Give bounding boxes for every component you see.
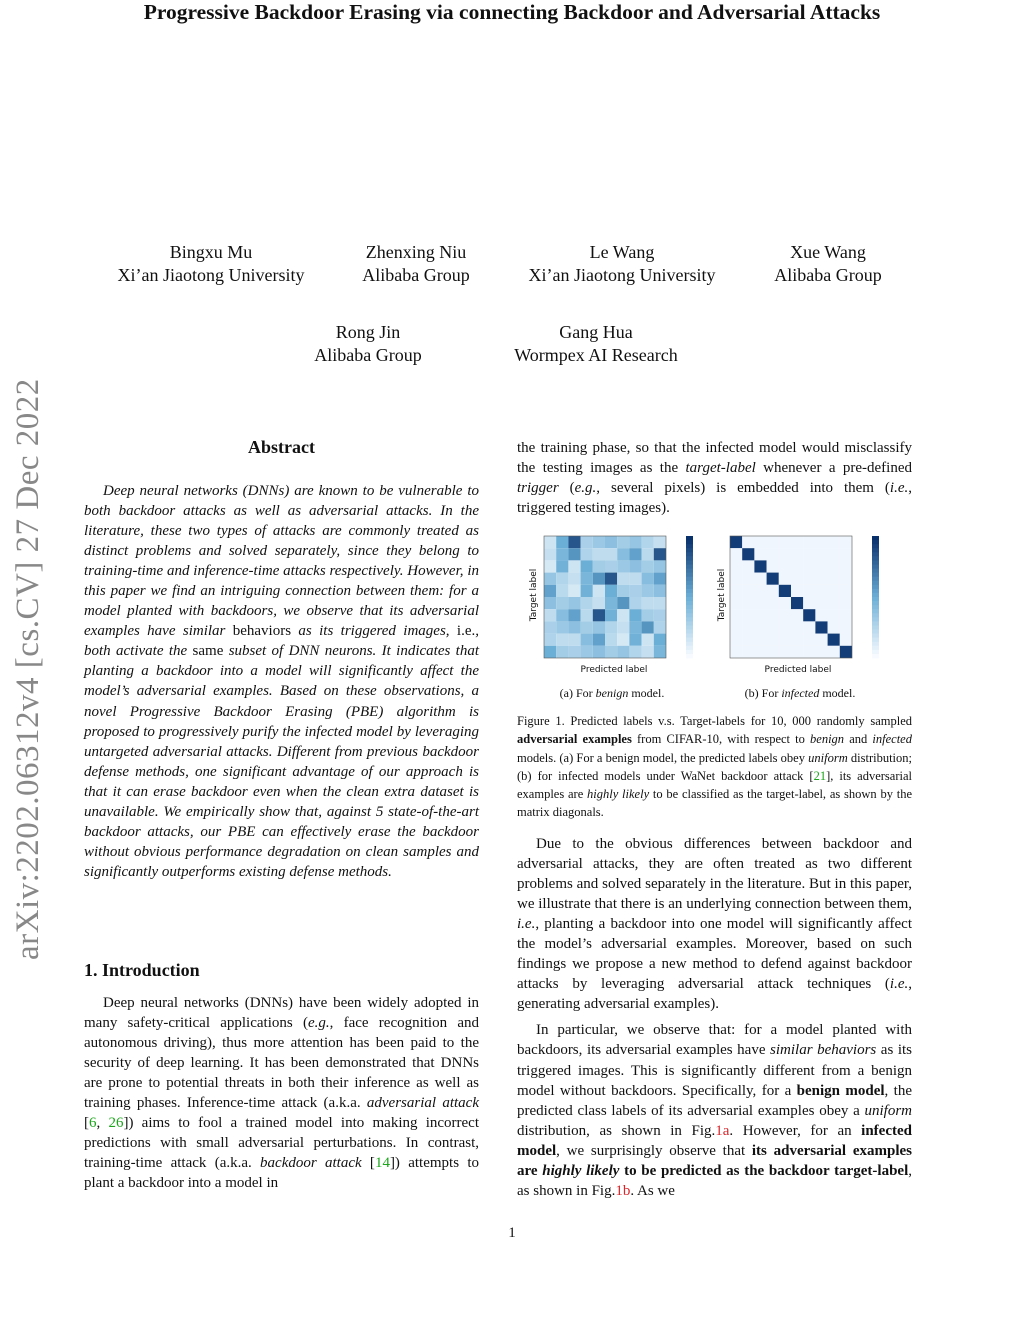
heatmap-cell <box>803 609 815 621</box>
colorbar-segment <box>686 593 693 598</box>
heatmap-cell <box>754 646 766 658</box>
author-name: Rong Jin <box>335 322 401 342</box>
colorbar-segment <box>872 605 879 610</box>
page-number: 1 <box>508 1225 516 1241</box>
heatmap-cell <box>803 585 815 597</box>
author-5 <box>288 321 448 367</box>
colorbar-segment <box>686 556 693 561</box>
colorbar-segment <box>686 613 693 618</box>
colorbar-segment <box>872 577 879 582</box>
colorbar-segment <box>872 613 879 618</box>
colorbar-segment <box>872 642 879 647</box>
heatmap-cell <box>605 560 617 572</box>
heatmap-cell <box>828 646 840 658</box>
heatmap-cell <box>767 621 779 633</box>
heatmap-cell <box>742 560 754 572</box>
heatmap-cell <box>828 560 840 572</box>
x-axis-label: Predicted label <box>580 665 648 675</box>
heatmap-cell <box>593 634 605 646</box>
heatmap-cell <box>840 609 852 621</box>
colorbar-segment <box>872 569 879 574</box>
heatmap-cell <box>803 646 815 658</box>
heatmap-cell <box>593 585 605 597</box>
y-axis-label: Target label <box>717 568 727 622</box>
author-affiliation: Alibaba Group <box>774 265 882 285</box>
heatmap-cell <box>730 585 742 597</box>
heatmap-cell <box>754 585 766 597</box>
colorbar-segment <box>686 621 693 626</box>
heatmap-cell <box>568 609 580 621</box>
heatmap-cell <box>581 536 593 548</box>
colorbar-segment <box>872 601 879 606</box>
heatmap-cell <box>754 573 766 585</box>
colorbar-segment <box>686 552 693 557</box>
heatmap-cell <box>803 597 815 609</box>
colorbar-segment <box>872 630 879 635</box>
heatmap-cell <box>544 585 556 597</box>
heatmap-cell <box>654 573 666 585</box>
heatmap-cell <box>568 536 580 548</box>
heatmap-cell <box>840 585 852 597</box>
heatmap-cell <box>629 560 641 572</box>
heatmap-cell <box>779 597 791 609</box>
heatmap-cell <box>815 609 827 621</box>
heatmap-cell <box>742 573 754 585</box>
heatmap-cell <box>779 634 791 646</box>
heatmap-cell <box>568 585 580 597</box>
paper-title: Progressive Backdoor Erasing via connecting Backdoor and Adversarial Attacks <box>143 0 881 24</box>
y-axis-label: Target label <box>529 568 539 622</box>
author-name: Gang Hua <box>559 322 633 342</box>
right-paragraph-0: the training phase, so that the infected model would misclassify the testing images as the target-label whenever a pre-defined trigger (e.g., several pixels) is embedded into them (i.e., triggered testing images). <box>517 440 912 517</box>
colorbar-segment <box>686 609 693 614</box>
colorbar-segment <box>686 577 693 582</box>
heatmap-cell <box>605 609 617 621</box>
heatmap-cell <box>742 597 754 609</box>
heatmap-cell <box>742 548 754 560</box>
heatmap-cell <box>642 573 654 585</box>
heatmap-cell <box>767 548 779 560</box>
heatmap-cell <box>840 646 852 658</box>
heatmap-cell <box>617 597 629 609</box>
heatmap-cell <box>617 634 629 646</box>
heatmap-cell <box>556 585 568 597</box>
colorbar-segment <box>872 638 879 643</box>
heatmap-cell <box>654 560 666 572</box>
heatmap-cell <box>803 548 815 560</box>
subcaption-a: (a) For benign model. <box>559 686 665 700</box>
heatmap-cell <box>742 621 754 633</box>
heatmap-cell <box>568 646 580 658</box>
heatmap-benign <box>522 530 712 675</box>
heatmap-cell <box>556 560 568 572</box>
heatmap-cell <box>791 548 803 560</box>
colorbar-segment <box>686 585 693 590</box>
heatmap-cell <box>791 646 803 658</box>
heatmap-cell <box>629 597 641 609</box>
heatmap-cell <box>767 634 779 646</box>
heatmap-cell <box>654 609 666 621</box>
heatmap-cell <box>791 621 803 633</box>
heatmap-cell <box>742 609 754 621</box>
heatmap-cell <box>642 621 654 633</box>
heatmap-cell <box>605 621 617 633</box>
colorbar-segment <box>872 544 879 549</box>
colorbar-segment <box>686 650 693 655</box>
heatmap-cell <box>767 609 779 621</box>
heatmap-cell <box>581 560 593 572</box>
colorbar-segment <box>872 654 879 659</box>
heatmap-cell <box>544 597 556 609</box>
author-name: Zhenxing Niu <box>365 242 467 262</box>
colorbar-segment <box>872 560 879 565</box>
heatmap-cell <box>642 585 654 597</box>
heatmap-cell <box>730 548 742 560</box>
heatmap-cell <box>544 560 556 572</box>
heatmap-cell <box>779 621 791 633</box>
heatmap-cell <box>730 536 742 548</box>
heatmap-cell <box>815 621 827 633</box>
heatmap-cell <box>556 609 568 621</box>
heatmap-cell <box>779 548 791 560</box>
heatmap-cell <box>742 646 754 658</box>
heatmap-cell <box>593 646 605 658</box>
heatmap-cell <box>568 621 580 633</box>
heatmap-cell <box>803 573 815 585</box>
author-affiliation: Xi’an Jiaotong University <box>117 265 305 285</box>
heatmap-cell <box>840 560 852 572</box>
colorbar-segment <box>872 573 879 578</box>
author-4 <box>748 241 908 287</box>
heatmap-cell <box>654 536 666 548</box>
heatmap-cell <box>581 646 593 658</box>
heatmap-cell <box>617 573 629 585</box>
heatmap-cell <box>568 560 580 572</box>
arxiv-identifier: arXiv:2202.06312v4 [cs.CV] 27 Dec 2022 <box>10 378 46 960</box>
heatmap-cell <box>605 536 617 548</box>
heatmap-cell <box>779 536 791 548</box>
colorbar-segment <box>872 621 879 626</box>
author-name: Xue Wang <box>790 242 866 262</box>
colorbar-segment <box>686 560 693 565</box>
colorbar-segment <box>872 540 879 545</box>
colorbar-segment <box>872 585 879 590</box>
heatmap-cell <box>730 560 742 572</box>
heatmap-cell <box>654 646 666 658</box>
heatmap-cell <box>654 621 666 633</box>
intro-heading: 1. Introduction <box>84 960 200 980</box>
intro-paragraph-1: Deep neural networks (DNNs) have been widely adopted in many safety-critical applications (e.g., face recognition and autonomous driving), thus more attention has been paid to the security of deep learning. It has been demonstrated that DNNs are prone to potential threats in both their inference as well as training phases. Inference-time attack (a.k.a. adversarial attack [6, 26]) aims to fool a trained model into making incorrect predictions with small adversarial perturbations. In contrast, training-time attack (a.k.a. backdoor attack [14]) attempts to plant a backdoor into a model in <box>84 995 479 1192</box>
colorbar-segment <box>686 597 693 602</box>
abstract-heading: Abstract <box>248 437 315 457</box>
heatmap-cell <box>544 621 556 633</box>
colorbar-segment <box>872 634 879 639</box>
heatmap-cell <box>593 609 605 621</box>
heatmap-cell <box>629 634 641 646</box>
heatmap-cell <box>617 621 629 633</box>
colorbar-segment <box>686 581 693 586</box>
heatmap-cell <box>568 634 580 646</box>
heatmap-cell <box>629 536 641 548</box>
heatmap-cell <box>642 548 654 560</box>
colorbar-segment <box>686 536 693 541</box>
heatmap-cell <box>828 536 840 548</box>
heatmap-cell <box>828 585 840 597</box>
heatmap-cell <box>803 536 815 548</box>
heatmap-cell <box>815 597 827 609</box>
author-affiliation: Alibaba Group <box>362 265 470 285</box>
heatmap-cell <box>815 548 827 560</box>
x-axis-label: Predicted label <box>764 665 832 675</box>
figure-1a <box>522 530 712 675</box>
heatmap-cell <box>654 597 666 609</box>
heatmap-cell <box>730 573 742 585</box>
heatmap-cell <box>840 573 852 585</box>
heatmap-cell <box>791 560 803 572</box>
heatmap-cell <box>742 585 754 597</box>
colorbar-segment <box>872 597 879 602</box>
colorbar-segment <box>686 646 693 651</box>
heatmap-cell <box>815 536 827 548</box>
heatmap-cell <box>767 536 779 548</box>
heatmap-cell <box>840 548 852 560</box>
heatmap-cell <box>828 609 840 621</box>
heatmap-cell <box>767 573 779 585</box>
heatmap-cell <box>556 573 568 585</box>
heatmap-cell <box>791 634 803 646</box>
heatmap-cell <box>815 585 827 597</box>
heatmap-cell <box>556 634 568 646</box>
heatmap-cell <box>605 585 617 597</box>
heatmap-cell <box>730 609 742 621</box>
heatmap-cell <box>754 548 766 560</box>
heatmap-cell <box>767 646 779 658</box>
heatmap-cell <box>593 573 605 585</box>
heatmap-cell <box>629 646 641 658</box>
author-affiliation: Wormpex AI Research <box>514 345 678 365</box>
author-name: Le Wang <box>589 242 655 262</box>
heatmap-cell <box>617 585 629 597</box>
heatmap-cell <box>754 634 766 646</box>
heatmap-cell <box>828 573 840 585</box>
heatmap-cell <box>556 621 568 633</box>
heatmap-cell <box>654 548 666 560</box>
colorbar-segment <box>872 548 879 553</box>
heatmap-cell <box>779 646 791 658</box>
heatmap-cell <box>642 536 654 548</box>
heatmap-cell <box>593 548 605 560</box>
heatmap-cell <box>803 560 815 572</box>
heatmap-cell <box>754 560 766 572</box>
heatmap-cell <box>581 585 593 597</box>
heatmap-cell <box>605 597 617 609</box>
colorbar-segment <box>872 536 879 541</box>
heatmap-cell <box>617 548 629 560</box>
heatmap-cell <box>642 560 654 572</box>
heatmap-cell <box>568 597 580 609</box>
colorbar-segment <box>872 646 879 651</box>
heatmap-cell <box>840 597 852 609</box>
heatmap-cell <box>629 548 641 560</box>
heatmap-cell <box>568 548 580 560</box>
author-affiliation: Alibaba Group <box>314 345 422 365</box>
heatmap-cell <box>605 548 617 560</box>
heatmap-cell <box>654 634 666 646</box>
heatmap-cell <box>568 573 580 585</box>
colorbar-segment <box>686 617 693 622</box>
heatmap-cell <box>791 585 803 597</box>
heatmap-cell <box>581 573 593 585</box>
heatmap-cell <box>815 560 827 572</box>
colorbar-segment <box>872 556 879 561</box>
colorbar-segment <box>686 573 693 578</box>
heatmap-cell <box>581 634 593 646</box>
heatmap-cell <box>779 609 791 621</box>
colorbar-segment <box>872 593 879 598</box>
heatmap-infected <box>712 530 902 675</box>
figure-1b <box>712 530 902 675</box>
heatmap-cell <box>754 609 766 621</box>
colorbar-segment <box>686 569 693 574</box>
heatmap-cell <box>629 573 641 585</box>
heatmap-cell <box>605 573 617 585</box>
heatmap-cell <box>840 621 852 633</box>
abstract-body: Deep neural networks (DNNs) are known to be vulnerable to both backdoor attacks as well as adversarial attacks. In the literature, these two types of attacks are commonly treated as distinct problems and solved separately, since they belong to training-time and inference-time attacks respectively. However, in this paper we find an intriguing connection between them: for a model planted with backdoors, we observe that its adversarial examples have similar behaviors as its triggered images, i.e., both activate the same subset of DNN neurons. It indicates that planting a backdoor into a model will significantly affect the model’s adversarial examples. Based on these observations, a novel Progressive Backdoor Erasing (PBE) algorithm is proposed to progressively purify the infected model by leveraging untargeted adversarial attacks. Different from previous backdoor defense methods, one significant advantage of our approach is that it can erase backdoor even when the clean extra dataset is unavailable. We empirically show that, against 5 state-of-the-art backdoor attacks, our PBE can effectively erase the backdoor without obvious performance degradation on clean samples and significantly outperforms existing defense methods. <box>84 483 479 880</box>
colorbar-segment <box>686 540 693 545</box>
colorbar-segment <box>872 650 879 655</box>
heatmap-cell <box>544 548 556 560</box>
heatmap-cell <box>779 560 791 572</box>
heatmap-cell <box>828 597 840 609</box>
heatmap-cell <box>815 634 827 646</box>
heatmap-cell <box>581 609 593 621</box>
heatmap-cell <box>544 646 556 658</box>
heatmap-cell <box>828 621 840 633</box>
subcaption-b: (b) For infected model. <box>744 686 856 700</box>
colorbar-segment <box>872 617 879 622</box>
heatmap-cell <box>617 560 629 572</box>
heatmap-cell <box>815 573 827 585</box>
heatmap-cell <box>828 634 840 646</box>
heatmap-cell <box>629 621 641 633</box>
author-6 <box>496 321 696 367</box>
right-paragraph-1: Due to the obvious differences between backdoor and adversarial attacks, they are often treated as two different problems and solved separately in the literature. But in this paper, we illustrate that there is an underlying connection between them, i.e., planting a backdoor into one model will significantly affect the model’s adversarial examples. Moreover, based on such findings we propose a new method to defend against backdoor attacks by leveraging adversarial attack techniques (i.e., generating adversarial examples). In particular, we observe that: for a model planted with backdoors, its adversarial examples have similar behaviors as its triggered images. This is significantly different from a benign model without backdoors. Specifically, for a benign model, the predicted class labels of its adversarial examples obey a uniform distribution, as shown in Fig.1a. However, for an infected model, we surprisingly observe that its adversarial examples are highly likely to be predicted as the backdoor target-label, as shown in Fig.1b. As we <box>517 836 913 1199</box>
colorbar-segment <box>686 544 693 549</box>
heatmap-cell <box>642 609 654 621</box>
heatmap-cell <box>593 621 605 633</box>
heatmap-cell <box>742 536 754 548</box>
colorbar-segment <box>872 564 879 569</box>
heatmap-cell <box>544 609 556 621</box>
heatmap-cell <box>791 609 803 621</box>
heatmap-cell <box>791 597 803 609</box>
heatmap-cell <box>593 560 605 572</box>
colorbar-segment <box>686 564 693 569</box>
heatmap-cell <box>605 646 617 658</box>
heatmap-cell <box>556 597 568 609</box>
colorbar-segment <box>872 625 879 630</box>
heatmap-cell <box>629 585 641 597</box>
heatmap-cell <box>791 536 803 548</box>
heatmap-cell <box>754 597 766 609</box>
colorbar-segment <box>686 601 693 606</box>
heatmap-cell <box>767 585 779 597</box>
colorbar-segment <box>686 589 693 594</box>
author-name: Bingxu Mu <box>169 242 253 262</box>
heatmap-cell <box>642 597 654 609</box>
author-3 <box>507 241 737 287</box>
heatmap-cell <box>617 536 629 548</box>
colorbar-segment <box>686 634 693 639</box>
heatmap-cell <box>840 634 852 646</box>
author-affiliation: Xi’an Jiaotong University <box>528 265 716 285</box>
heatmap-cell <box>767 597 779 609</box>
heatmap-cell <box>730 621 742 633</box>
author-2 <box>336 241 496 287</box>
heatmap-cell <box>617 609 629 621</box>
colorbar-segment <box>872 581 879 586</box>
heatmap-cell <box>730 646 742 658</box>
heatmap-cell <box>730 634 742 646</box>
heatmap-cell <box>815 646 827 658</box>
heatmap-cell <box>779 573 791 585</box>
heatmap-cell <box>581 597 593 609</box>
heatmap-cell <box>828 548 840 560</box>
colorbar-segment <box>686 548 693 553</box>
heatmap-cell <box>556 548 568 560</box>
colorbar-segment <box>686 605 693 610</box>
heatmap-cell <box>754 536 766 548</box>
heatmap-cell <box>730 597 742 609</box>
colorbar-segment <box>872 552 879 557</box>
heatmap-cell <box>779 585 791 597</box>
heatmap-cell <box>593 536 605 548</box>
heatmap-cell <box>791 573 803 585</box>
heatmap-cell <box>581 621 593 633</box>
colorbar-segment <box>872 589 879 594</box>
heatmap-cell <box>803 621 815 633</box>
heatmap-cell <box>544 536 556 548</box>
figure-caption: Figure 1. Predicted labels v.s. Target-labels for 10, 000 randomly sampled adversarial examples from CIFAR-10, with respect to benign and infected models. (a) For a benign model, the predicted labels obey uniform distribution; (b) for infected models under WaNet backdoor attack [21], its adversarial examples are highly likely to be classified as the target-label, as shown by the matrix diagonals. <box>517 714 912 820</box>
heatmap-cell <box>544 634 556 646</box>
colorbar-segment <box>686 638 693 643</box>
colorbar-segment <box>686 630 693 635</box>
heatmap-cell <box>593 597 605 609</box>
heatmap-cell <box>642 634 654 646</box>
heatmap-cell <box>742 634 754 646</box>
author-1 <box>96 241 326 287</box>
heatmap-cell <box>754 621 766 633</box>
colorbar-segment <box>872 609 879 614</box>
heatmap-cell <box>840 536 852 548</box>
heatmap-cell <box>556 646 568 658</box>
colorbar-segment <box>686 654 693 659</box>
colorbar-segment <box>686 625 693 630</box>
heatmap-cell <box>556 536 568 548</box>
heatmap-cell <box>581 548 593 560</box>
heatmap-cell <box>803 634 815 646</box>
heatmap-cell <box>544 573 556 585</box>
colorbar-segment <box>686 642 693 647</box>
heatmap-cell <box>629 609 641 621</box>
heatmap-cell <box>642 646 654 658</box>
heatmap-cell <box>767 560 779 572</box>
heatmap-cell <box>654 585 666 597</box>
heatmap-cell <box>617 646 629 658</box>
heatmap-cell <box>605 634 617 646</box>
